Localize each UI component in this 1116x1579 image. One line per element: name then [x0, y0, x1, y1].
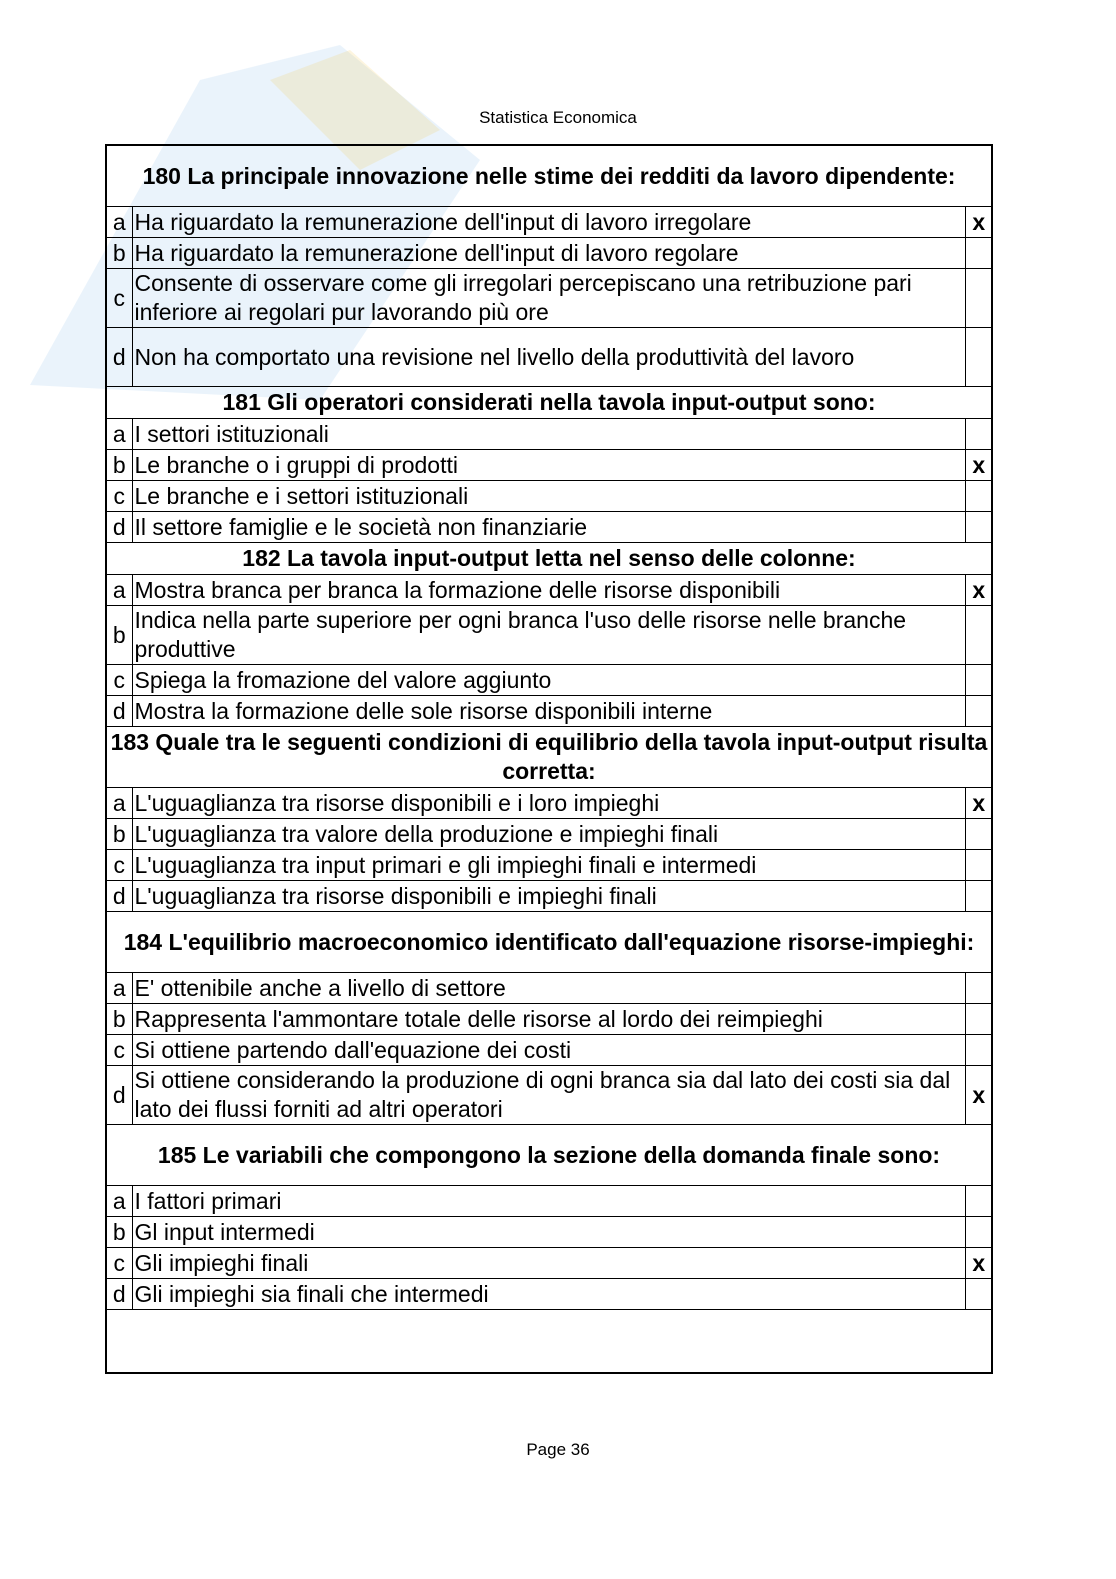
answer-mark: x	[966, 207, 992, 238]
answer-row	[106, 1186, 992, 1217]
answer-letter: c	[106, 481, 132, 512]
answer-text: Ha riguardato la remunerazione dell'input di lavoro irregolare	[132, 207, 966, 238]
answer-row	[106, 512, 992, 543]
question-row	[106, 912, 992, 973]
answer-text: L'uguaglianza tra input primari e gli impieghi finali e intermedi	[132, 850, 966, 881]
answer-mark: x	[966, 575, 992, 606]
answer-text: I fattori primari	[132, 1186, 966, 1217]
answer-row	[106, 788, 992, 819]
answer-mark	[966, 973, 992, 1004]
page-number: Page 36	[526, 1440, 590, 1459]
answer-letter: c	[106, 1248, 132, 1279]
answer-row	[106, 1004, 992, 1035]
answer-text: Gl input intermedi	[132, 1217, 966, 1248]
answer-row	[106, 696, 992, 727]
answer-mark	[966, 696, 992, 727]
answer-row	[106, 238, 992, 269]
answer-row	[106, 1248, 992, 1279]
answer-mark	[966, 419, 992, 450]
page-header: Statistica Economica	[479, 108, 637, 127]
answer-text: Gli impieghi sia finali che intermedi	[132, 1279, 966, 1310]
answer-text: Si ottiene considerando la produzione di ogni branca sia dal lato dei costi sia dal lato dei flussi forniti ad altri operatori	[132, 1066, 966, 1125]
answer-letter: d	[106, 696, 132, 727]
answer-row	[106, 269, 992, 328]
question-text: 183 Quale tra le seguenti condizioni di equilibrio della tavola input-output risulta corretta:	[106, 727, 992, 788]
answer-mark	[966, 881, 992, 912]
answer-text: L'uguaglianza tra risorse disponibili e impieghi finali	[132, 881, 966, 912]
answer-letter: b	[106, 238, 132, 269]
answer-text: Mostra la formazione delle sole risorse disponibili interne	[132, 696, 966, 727]
answer-row	[106, 819, 992, 850]
answer-text: E' ottenibile anche a livello di settore	[132, 973, 966, 1004]
answer-text: Spiega la fromazione del valore aggiunto	[132, 665, 966, 696]
answer-letter: a	[106, 788, 132, 819]
answer-text: Rappresenta l'ammontare totale delle risorse al lordo dei reimpieghi	[132, 1004, 966, 1035]
answer-letter: d	[106, 328, 132, 387]
answer-mark	[966, 850, 992, 881]
answer-mark	[966, 1186, 992, 1217]
answer-mark	[966, 1217, 992, 1248]
answer-mark	[966, 238, 992, 269]
answer-letter: a	[106, 207, 132, 238]
answer-text: Ha riguardato la remunerazione dell'input di lavoro regolare	[132, 238, 966, 269]
answer-text: Indica nella parte superiore per ogni branca l'uso delle risorse nelle branche produttive	[132, 606, 966, 665]
answer-text: Non ha comportato una revisione nel livello della produttività del lavoro	[132, 328, 966, 387]
answer-row	[106, 481, 992, 512]
answer-letter: c	[106, 665, 132, 696]
answer-letter: b	[106, 819, 132, 850]
answer-mark	[966, 665, 992, 696]
question-text: 181 Gli operatori considerati nella tavola input-output sono:	[106, 387, 992, 419]
answer-text: L'uguaglianza tra valore della produzione e impieghi finali	[132, 819, 966, 850]
answer-letter: a	[106, 419, 132, 450]
quiz-table	[105, 144, 993, 1374]
answer-row	[106, 850, 992, 881]
question-row	[106, 543, 992, 575]
empty-cell	[106, 1310, 992, 1374]
answer-row	[106, 1279, 992, 1310]
answer-row	[106, 665, 992, 696]
answer-text: Mostra branca per branca la formazione delle risorse disponibili	[132, 575, 966, 606]
question-text: 184 L'equilibrio macroeconomico identificato dall'equazione risorse-impieghi:	[106, 912, 992, 973]
answer-text: Gli impieghi finali	[132, 1248, 966, 1279]
answer-mark	[966, 512, 992, 543]
answer-letter: b	[106, 1004, 132, 1035]
question-text: 180 La principale innovazione nelle stime dei redditi da lavoro dipendente:	[106, 145, 992, 207]
answer-row	[106, 606, 992, 665]
answer-letter: b	[106, 450, 132, 481]
answer-mark: x	[966, 788, 992, 819]
answer-letter: a	[106, 1186, 132, 1217]
answer-letter: c	[106, 850, 132, 881]
answer-row	[106, 450, 992, 481]
answer-row	[106, 1066, 992, 1125]
answer-text: L'uguaglianza tra risorse disponibili e i loro impieghi	[132, 788, 966, 819]
question-text: 182 La tavola input-output letta nel senso delle colonne:	[106, 543, 992, 575]
answer-row	[106, 973, 992, 1004]
answer-letter: c	[106, 1035, 132, 1066]
answer-letter: d	[106, 1066, 132, 1125]
answer-letter: a	[106, 973, 132, 1004]
answer-text: Il settore famiglie e le società non finanziarie	[132, 512, 966, 543]
answer-letter: c	[106, 269, 132, 328]
answer-text: Consente di osservare come gli irregolari percepiscano una retribuzione pari inferiore ai regolari pur lavorando più ore	[132, 269, 966, 328]
question-row	[106, 1125, 992, 1186]
answer-row	[106, 575, 992, 606]
answer-mark	[966, 819, 992, 850]
answer-letter: d	[106, 512, 132, 543]
answer-text: Le branche o i gruppi di prodotti	[132, 450, 966, 481]
question-text: 185 Le variabili che compongono la sezione della domanda finale sono:	[106, 1125, 992, 1186]
answer-mark	[966, 1279, 992, 1310]
answer-row	[106, 328, 992, 387]
answer-mark	[966, 1035, 992, 1066]
answer-text: Le branche e i settori istituzionali	[132, 481, 966, 512]
answer-mark: x	[966, 1248, 992, 1279]
answer-row	[106, 1035, 992, 1066]
answer-letter: d	[106, 881, 132, 912]
answer-letter: b	[106, 1217, 132, 1248]
answer-mark	[966, 269, 992, 328]
answer-mark	[966, 606, 992, 665]
answer-mark: x	[966, 450, 992, 481]
answer-text: I settori istituzionali	[132, 419, 966, 450]
answer-mark	[966, 481, 992, 512]
answer-mark	[966, 1004, 992, 1035]
empty-row	[106, 1310, 992, 1374]
question-row	[106, 387, 992, 419]
answer-mark: x	[966, 1066, 992, 1125]
answer-row	[106, 207, 992, 238]
answer-letter: b	[106, 606, 132, 665]
question-row	[106, 145, 992, 207]
answer-row	[106, 881, 992, 912]
question-row	[106, 727, 992, 788]
answer-text: Si ottiene partendo dall'equazione dei costi	[132, 1035, 966, 1066]
answer-mark	[966, 328, 992, 387]
answer-letter: d	[106, 1279, 132, 1310]
answer-row	[106, 1217, 992, 1248]
answer-row	[106, 419, 992, 450]
answer-letter: a	[106, 575, 132, 606]
